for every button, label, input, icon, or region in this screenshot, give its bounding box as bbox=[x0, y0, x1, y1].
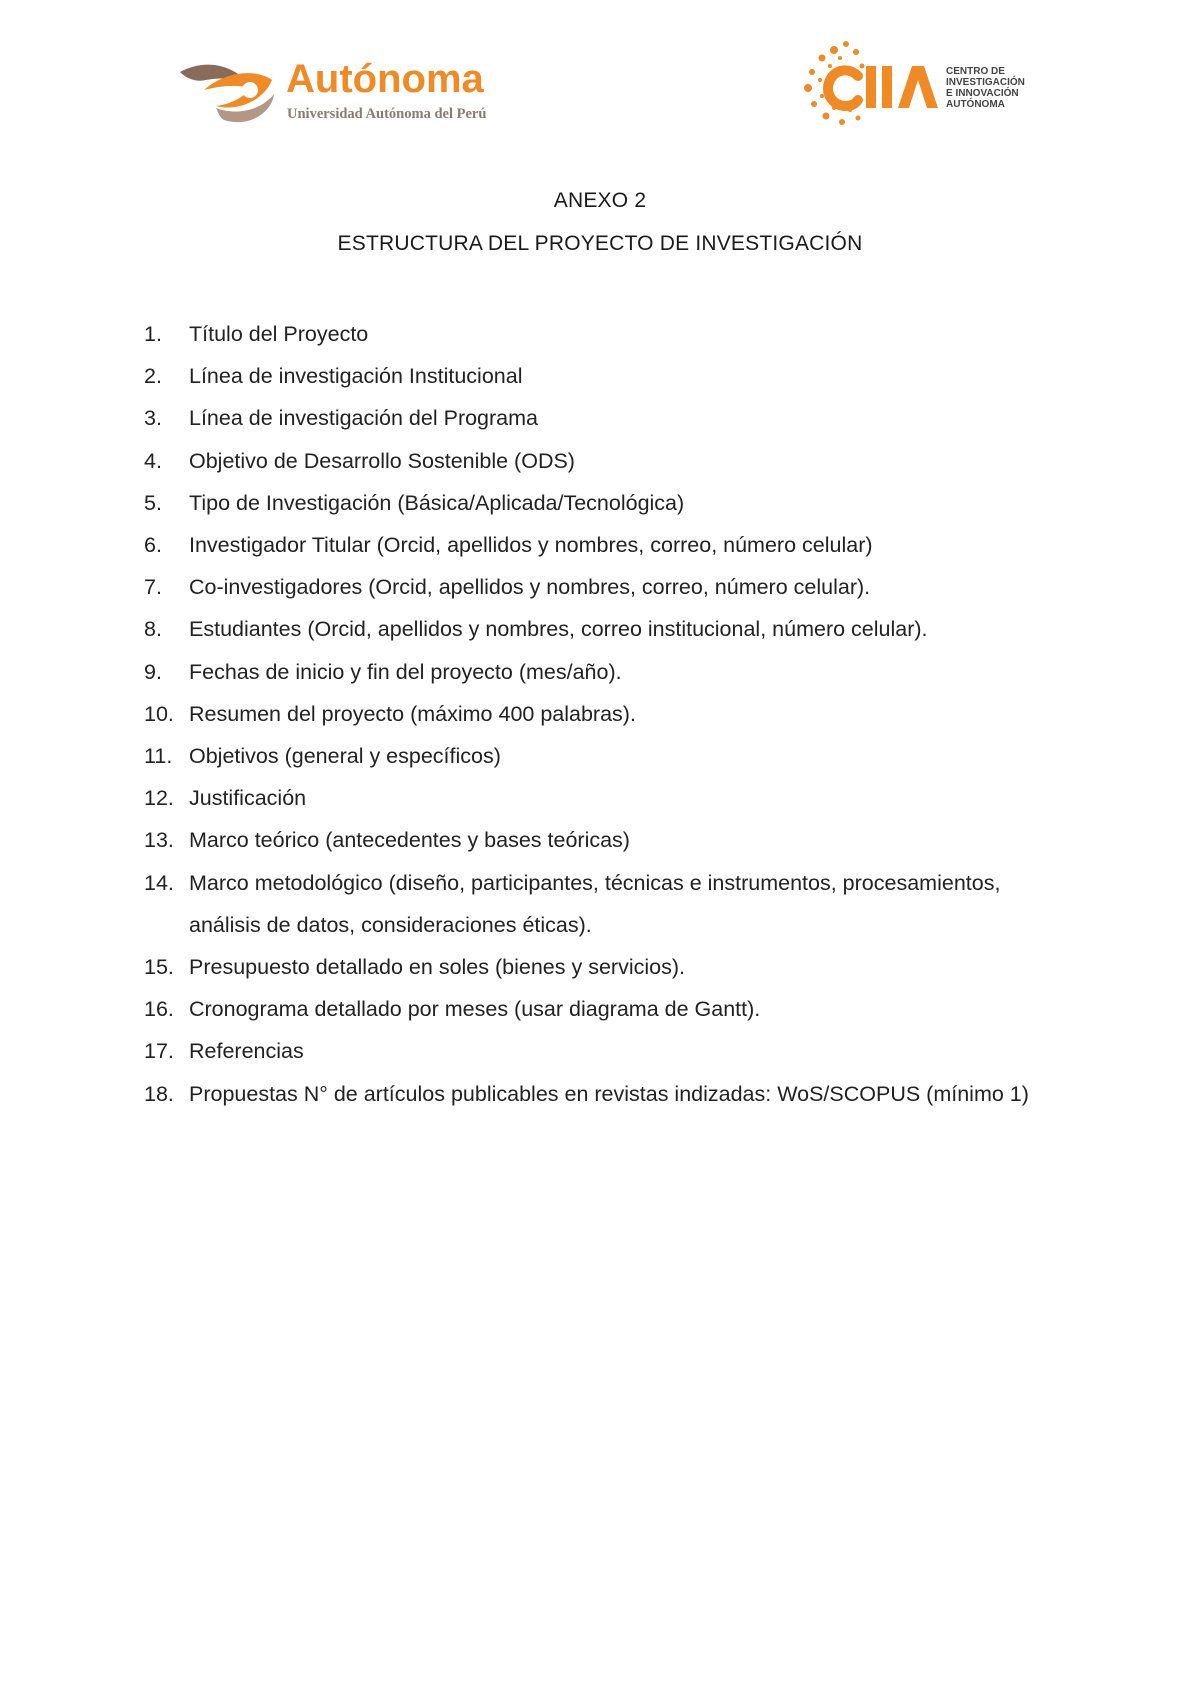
ciia-caption-line-4: AUTÓNOMA bbox=[946, 99, 1005, 110]
list-item-number: 16. bbox=[144, 997, 174, 1022]
list-item bbox=[144, 1030, 1044, 1072]
list-item-text: Presupuesto detallado en soles (bienes y servicios). bbox=[189, 955, 685, 980]
ciia-logo bbox=[800, 36, 1050, 136]
list-item bbox=[144, 862, 1044, 946]
autonoma-logo bbox=[176, 50, 516, 130]
list-item-number: 4. bbox=[144, 448, 162, 473]
list-item-number: 2. bbox=[144, 364, 162, 389]
list-item bbox=[144, 693, 1044, 735]
list-item bbox=[144, 1073, 1044, 1115]
list-item-text: Propuestas N° de artículos publicables en revistas indizadas: WoS/SCOPUS (mínimo 1) bbox=[189, 1081, 1029, 1106]
list-item-number: 15. bbox=[144, 955, 174, 980]
list-item bbox=[144, 735, 1044, 777]
list-item-text: Fechas de inicio y fin del proyecto (mes/año). bbox=[189, 659, 622, 684]
list-item bbox=[144, 524, 1044, 566]
document-title: ESTRUCTURA DEL PROYECTO DE INVESTIGACIÓN bbox=[337, 232, 863, 255]
ciia-caption-line-3: E INNOVACIÓN bbox=[946, 88, 1019, 99]
ciia-caption-line-1: CENTRO DE bbox=[946, 66, 1005, 77]
list-item bbox=[144, 440, 1044, 482]
list-item-text: Estudiantes (Orcid, apellidos y nombres, correo institucional, número celular). bbox=[189, 617, 928, 642]
list-item-number: 12. bbox=[144, 786, 174, 811]
list-item-text: Justificación bbox=[189, 786, 307, 811]
list-item-text: Resumen del proyecto (máximo 400 palabras). bbox=[189, 701, 636, 726]
list-item-text: Marco teórico (antecedentes y bases teóricas) bbox=[189, 828, 630, 853]
list-item-text: Línea de investigación del Programa bbox=[189, 406, 538, 431]
autonoma-name: Autónoma bbox=[286, 57, 484, 101]
autonoma-emblem-icon bbox=[180, 65, 274, 122]
autonoma-subtitle: Universidad Autónoma del Perú bbox=[287, 106, 487, 122]
list-item bbox=[144, 819, 1044, 861]
list-item-text: Investigador Titular (Orcid, apellidos y nombres, correo, número celular) bbox=[189, 533, 873, 558]
list-item bbox=[144, 777, 1044, 819]
list-item-number: 17. bbox=[144, 1039, 174, 1064]
list-item bbox=[144, 566, 1044, 608]
list-item-number: 3. bbox=[144, 406, 162, 431]
annex-heading: ANEXO 2 bbox=[553, 189, 647, 212]
list-item bbox=[144, 946, 1044, 988]
list-item-text: Objetivos (general y específicos) bbox=[189, 744, 501, 769]
list-item-number: 9. bbox=[144, 659, 162, 684]
ciia-caption-line-2: INVESTIGACIÓN bbox=[946, 77, 1025, 88]
list-item-text: Referencias bbox=[189, 1039, 304, 1064]
list-item-text: Título del Proyecto bbox=[189, 322, 369, 346]
list-item-number: 8. bbox=[144, 617, 162, 642]
list-item bbox=[144, 482, 1044, 524]
list-item-number: 1. bbox=[144, 322, 162, 346]
list-item-text: Tipo de Investigación (Básica/Aplicada/Tecnológica) bbox=[189, 490, 685, 515]
ciia-network-dots-icon bbox=[804, 41, 865, 125]
structure-list bbox=[144, 313, 1044, 1115]
list-item bbox=[144, 355, 1044, 397]
list-item-text: Cronograma detallado por meses (usar diagrama de Gantt). bbox=[189, 997, 761, 1022]
list-item bbox=[144, 608, 1044, 650]
list-item-text: Co-investigadores (Orcid, apellidos y nombres, correo, número celular). bbox=[189, 575, 871, 600]
list-item-number: 7. bbox=[144, 575, 162, 600]
list-item-text: Marco metodológico (diseño, participantes, técnicas e instrumentos, procesamientos, análisis de datos, consideraciones éticas). bbox=[189, 870, 1001, 937]
list-item-number: 18. bbox=[144, 1081, 174, 1106]
list-item-number: 6. bbox=[144, 533, 162, 558]
list-item-number: 14. bbox=[144, 870, 174, 895]
list-item-text: Objetivo de Desarrollo Sostenible (ODS) bbox=[189, 448, 575, 473]
list-item-number: 13. bbox=[144, 828, 174, 853]
list-item bbox=[144, 988, 1044, 1030]
list-item bbox=[144, 397, 1044, 439]
list-item bbox=[144, 313, 1044, 355]
list-item bbox=[144, 651, 1044, 693]
list-item-number: 11. bbox=[144, 744, 173, 769]
list-item-number: 10. bbox=[144, 701, 174, 726]
list-item-text: Línea de investigación Institucional bbox=[189, 364, 523, 389]
list-item-number: 5. bbox=[144, 490, 162, 515]
